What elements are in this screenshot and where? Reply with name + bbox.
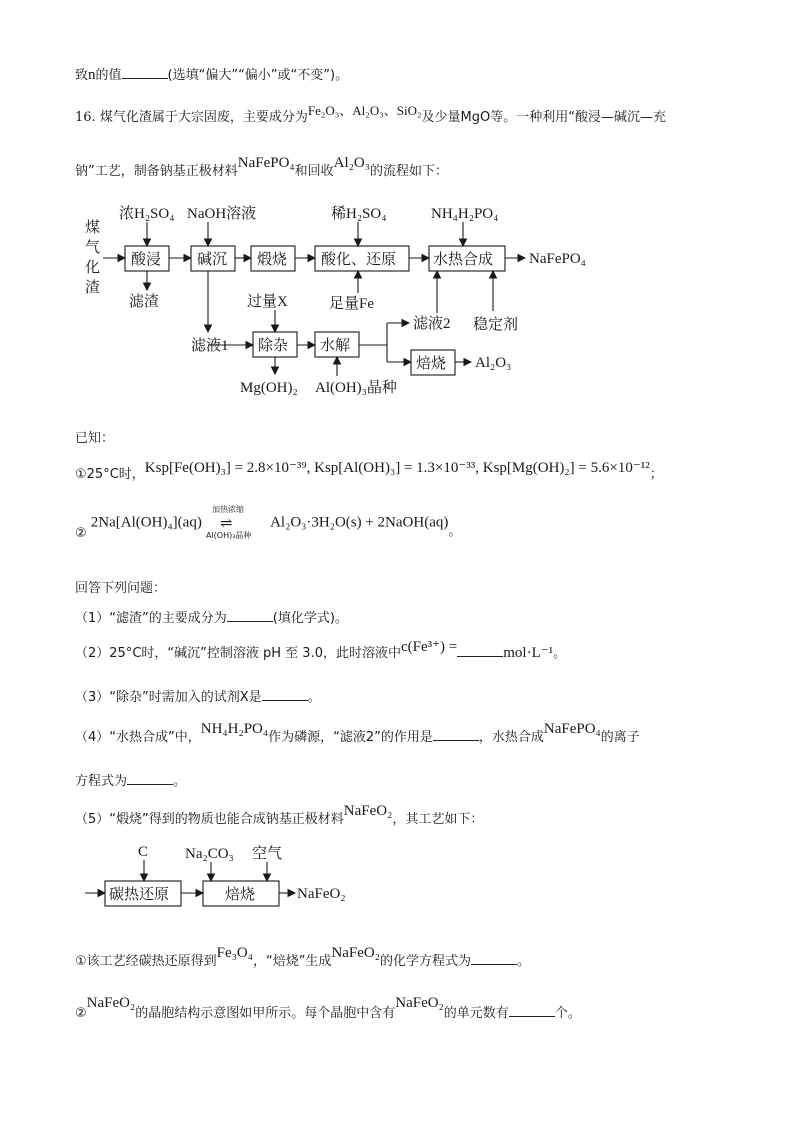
known-item1-prefix: ①25°C时， <box>75 467 145 482</box>
q16-product2: Al₂O₃ <box>333 155 370 171</box>
reagent-stabilizer: 稳定剂 <box>473 317 519 333</box>
q2-line <box>75 639 567 662</box>
sub1-line <box>75 945 531 970</box>
q16-text3c: 的流程如下： <box>369 164 448 179</box>
raw-char-1: 煤 <box>85 218 101 236</box>
q4-line2 <box>75 770 186 789</box>
reagent-phos: NH₄H₂PO₄ <box>431 206 499 222</box>
q1-line <box>75 607 348 626</box>
step-hydro: 水热合成 <box>433 250 494 268</box>
known-item1-end: ； <box>649 467 663 482</box>
step-precip: 碱沉 <box>197 250 228 268</box>
known-item2 <box>75 505 462 541</box>
equilibrium-arrow <box>205 505 266 540</box>
q4-line2-post: 。 <box>173 774 187 789</box>
step-purify: 除杂 <box>258 336 289 354</box>
q2-formula: c(Fe³⁺) = <box>400 639 458 655</box>
q3-post: 。 <box>307 690 321 705</box>
sub2-pre: ② <box>75 1006 87 1021</box>
equilibrium-top-condition: 加热浓缩 <box>211 505 244 514</box>
q16-product: NaFePO₄ <box>237 155 295 171</box>
sub1-formula: Fe₃O₄ <box>216 945 253 961</box>
sub2-post: 的单元数有 <box>443 1006 509 1021</box>
q5-pre: （5）“煅烧”得到的物质也能合成钠基正极材料 <box>75 812 344 827</box>
q16-line1 <box>75 103 666 125</box>
step-acidify: 酸化、还原 <box>321 250 397 268</box>
equilibrium-arrows-icon: ⇌ <box>219 514 233 532</box>
q16-text3a: 钠”工艺，制备钠基正极材料 <box>75 164 238 179</box>
ksp-formula: Ksp[Fe(OH)₃] = 2.8×10⁻³⁹, Ksp[Al(OH)₃] = 1.3×10⁻³³, Ksp[Mg(OH)₂] = 5.6×10⁻¹² <box>144 460 650 476</box>
sub2-answer-blank[interactable] <box>509 1004 555 1017</box>
q4-answer-blank-1[interactable] <box>433 728 479 741</box>
output-filtrate1: 滤液1 <box>191 338 229 354</box>
reagent-base: NaOH溶液 <box>187 206 257 222</box>
reagent-dilute: 稀H₂SO₄ <box>331 206 387 222</box>
q2-unit: mol·L⁻¹ <box>503 645 554 661</box>
q3-line <box>75 686 321 705</box>
flow2-reagent-c: C <box>138 844 149 860</box>
raw-char-4: 渣 <box>85 278 101 296</box>
q5-line <box>75 803 484 828</box>
flow2-reagent-air: 空气 <box>252 844 283 862</box>
sub1-mid: ，“焙烧”生成 <box>252 954 332 969</box>
known-label: 已知： <box>75 431 115 446</box>
flow2-reagent-na2co3: Na₂CO₃ <box>185 846 234 862</box>
process-flowchart <box>75 198 635 404</box>
q3-answer-blank[interactable] <box>262 688 308 701</box>
step-hydrolysis: 水解 <box>320 336 351 354</box>
q16-text3b: 和回收 <box>294 164 334 179</box>
q5-formula: NaFeO₂ <box>343 803 393 819</box>
answer-blank[interactable] <box>122 66 168 79</box>
q5-post: ，其工艺如下： <box>392 812 484 827</box>
questions-prompt: 回答下列问题： <box>75 581 167 596</box>
intro-after: (选填“偏大”“偏小”或“不变”)。 <box>167 68 349 83</box>
q16-text1: 煤气化渣属于大宗固废，主要成分为 <box>99 110 308 125</box>
q4-formula2: NaFePO₄ <box>543 721 601 737</box>
intro-post: 的值 <box>95 68 122 83</box>
intro-line <box>75 64 348 84</box>
intro-pre: 致 <box>75 68 89 83</box>
q16-line2 <box>75 155 448 180</box>
q3-pre: （3）“除杂”时需加入的试剂X是 <box>75 690 262 705</box>
reagent-excess-fe: 足量Fe <box>329 296 375 312</box>
intro-n: n <box>88 67 96 83</box>
sub1-answer-blank[interactable] <box>471 952 517 965</box>
q16-text2: 及少量MgO等。一种利用“酸浸—碱沉—充 <box>421 110 666 125</box>
sub2-line <box>75 995 581 1022</box>
flow2-product: NaFeO₂ <box>297 886 346 902</box>
q1-pre: （1）“滤渣”的主要成分为 <box>75 611 227 626</box>
raw-char-2: 气 <box>85 238 101 256</box>
output-al2o3: Al₂O₃ <box>475 355 512 371</box>
sub2-mid: 的晶胞结构示意图如甲所示。每个晶胞中含有 <box>135 1006 396 1021</box>
sub1-formula2: NaFeO₂ <box>331 945 380 961</box>
step-calcine: 煅烧 <box>257 250 288 268</box>
q4-mid2: ，水热合成 <box>478 730 544 745</box>
step-leach: 酸浸 <box>131 250 162 268</box>
step-roast: 焙烧 <box>416 354 447 372</box>
output-mgoh: Mg(OH)₂ <box>240 380 298 396</box>
sub2-formula: NaFeO₂ <box>86 995 136 1011</box>
output-residue: 滤渣 <box>129 292 160 310</box>
process-flowchart-2 <box>85 840 385 920</box>
q4-answer-blank-2[interactable] <box>127 772 173 785</box>
sub2-formula2: NaFeO₂ <box>395 995 444 1011</box>
known-item2-end: 。 <box>448 523 462 539</box>
flow2-step1: 碳热还原 <box>109 885 170 903</box>
q2-pre: （2）25°C时，“碱沉”控制溶液 pH 至 3.0，此时溶液中 <box>75 646 401 661</box>
output-product: NaFePO₄ <box>529 251 586 267</box>
sub1-end: 。 <box>517 954 531 969</box>
equilibrium-left: 2Na[Al(OH)₄](aq) <box>90 514 202 531</box>
q4-line2-text: 方程式为 <box>75 774 128 789</box>
sub1-post: 的化学方程式为 <box>380 954 472 969</box>
equilibrium-bottom-condition: Al(OH)₃晶种 <box>205 531 252 540</box>
q16-components: Fe₂O₃、Al₂O₃、SiO₂ <box>307 103 422 118</box>
reagent-acid: 浓H₂SO₄ <box>119 206 175 222</box>
sub1-pre: ①该工艺经碳热还原得到 <box>75 954 217 969</box>
sub2-end: 个。 <box>554 1006 581 1021</box>
question-number: 16. <box>75 110 96 125</box>
q4-mid1: 作为磷源，“滤液2”的作用是 <box>268 730 433 745</box>
q4-line1 <box>75 721 640 746</box>
q4-formula: NH₄H₂PO₄ <box>200 721 269 737</box>
q1-post: (填化学式)。 <box>272 611 348 626</box>
known-item1 <box>75 457 663 482</box>
q4-pre: （4）“水热合成”中， <box>75 730 201 745</box>
output-filtrate2: 滤液2 <box>413 316 451 332</box>
reagent-excess-x: 过量X <box>247 294 288 310</box>
equilibrium-right: Al₂O₃·3H₂O(s) + 2NaOH(aq) <box>270 514 449 531</box>
flow2-step2: 焙烧 <box>225 885 256 903</box>
q2-answer-blank[interactable] <box>457 644 503 657</box>
reagent-seed: Al(OH)₃晶种 <box>315 380 397 396</box>
known-item2-prefix: ② <box>75 525 87 541</box>
q4-post: 的离子 <box>600 730 640 745</box>
q1-answer-blank[interactable] <box>227 609 273 622</box>
q2-post: 。 <box>553 646 567 661</box>
raw-char-3: 化 <box>85 258 101 276</box>
